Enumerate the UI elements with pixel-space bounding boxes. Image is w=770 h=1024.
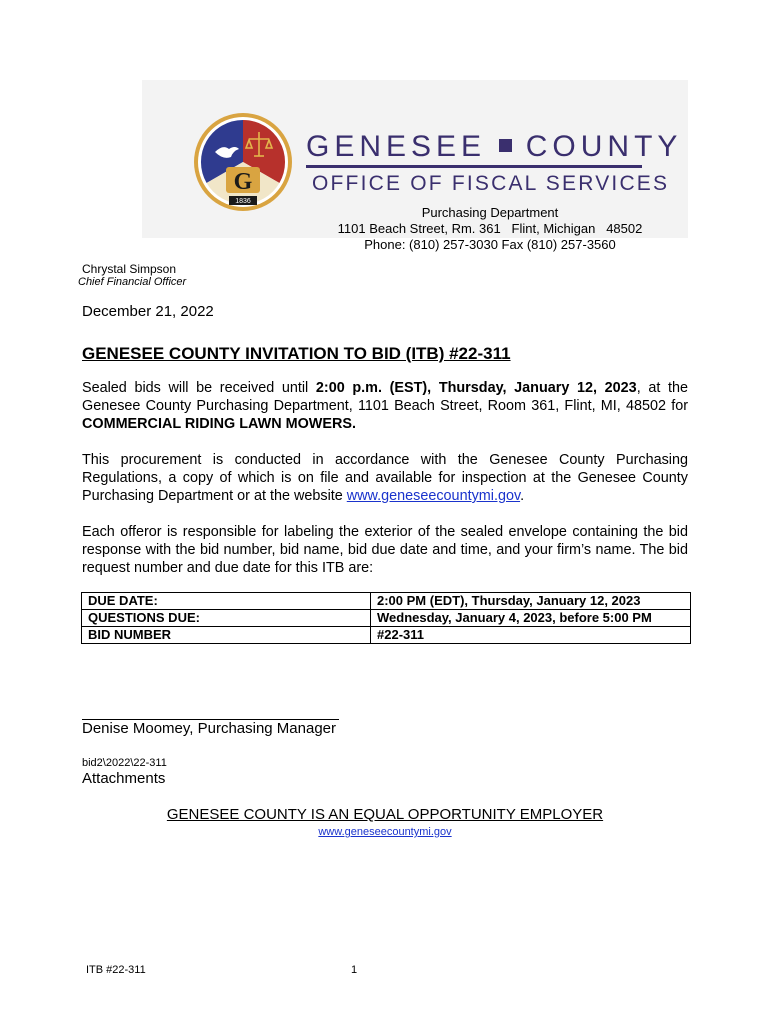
- letter-date: December 21, 2022: [82, 303, 214, 320]
- county-name-heading: GENESEE COUNTY: [306, 130, 683, 163]
- website-link[interactable]: www.geneseecountymi.gov: [346, 488, 521, 504]
- department-name: Purchasing Department: [421, 205, 559, 220]
- page-number: 1: [351, 964, 358, 976]
- row-value: Wednesday, January 4, 2023, before 5:00 PM: [371, 610, 691, 627]
- row-value: 2:00 PM (EDT), Thursday, January 12, 2023: [371, 593, 691, 610]
- department-block: [300, 205, 680, 253]
- row-value: #22-311: [371, 627, 691, 644]
- cfo-title: Chief Financial Officer: [78, 276, 187, 288]
- bid-details-table: [81, 592, 691, 644]
- department-phone: Phone: (810) 257-3030 Fax (810) 257-3560: [364, 237, 616, 252]
- square-bullet-icon: [499, 139, 512, 152]
- table-row: [82, 610, 691, 627]
- row-label: DUE DATE:: [82, 593, 371, 610]
- attachments-label: Attachments: [82, 770, 166, 787]
- table-row: [82, 593, 691, 610]
- seal-year: 1836: [235, 198, 251, 205]
- table-row: [82, 627, 691, 644]
- paragraph-labeling: Each offeror is responsible for labeling the exterior of the sealed envelope containing the bid response with the bid number, bid name, bid due date and time, and your firm’s name. The bid request number and due date for this ITB are:: [82, 524, 688, 576]
- footer-website: [0, 826, 770, 838]
- county-seal: [193, 112, 293, 212]
- department-address: 1101 Beach Street, Rm. 361 Flint, Michigan 48502: [337, 221, 643, 236]
- signer-name: Denise Moomey, Purchasing Manager: [82, 720, 337, 737]
- row-label: QUESTIONS DUE:: [82, 610, 371, 627]
- paragraph-sealed-bids: Sealed bids will be received until 2:00 p.m. (EST), Thursday, January 12, 2023, at the Genesee County Purchasing Department, 1101 Beach Street, Room 361, Flint, MI, 48502 for COMMERCIAL RIDING LAWN MOWERS.: [82, 380, 688, 432]
- footer-itb-number: ITB #22-311: [86, 964, 146, 976]
- footer-website-link[interactable]: www.geneseecountymi.gov: [318, 826, 452, 838]
- letterhead-divider: [306, 165, 642, 168]
- seal-letter: G: [233, 169, 253, 195]
- equal-opportunity-statement: GENESEE COUNTY IS AN EQUAL OPPORTUNITY EMPLOYER: [166, 806, 604, 823]
- itb-title: GENESEE COUNTY INVITATION TO BID (ITB) #22-311: [82, 344, 511, 363]
- cfo-name: Chrystal Simpson: [82, 262, 177, 276]
- office-name: OFFICE OF FISCAL SERVICES: [312, 172, 670, 195]
- row-label: BID NUMBER: [82, 627, 371, 644]
- paragraph-procurement: This procurement is conducted in accordance with the Genesee County Purchasing Regulations, a copy of which is on file and available for inspection at the Genesee County Purchasing Department or at the website www.geneseecountymi.gov.: [82, 452, 688, 504]
- file-reference: bid2\2022\22-311: [82, 757, 167, 769]
